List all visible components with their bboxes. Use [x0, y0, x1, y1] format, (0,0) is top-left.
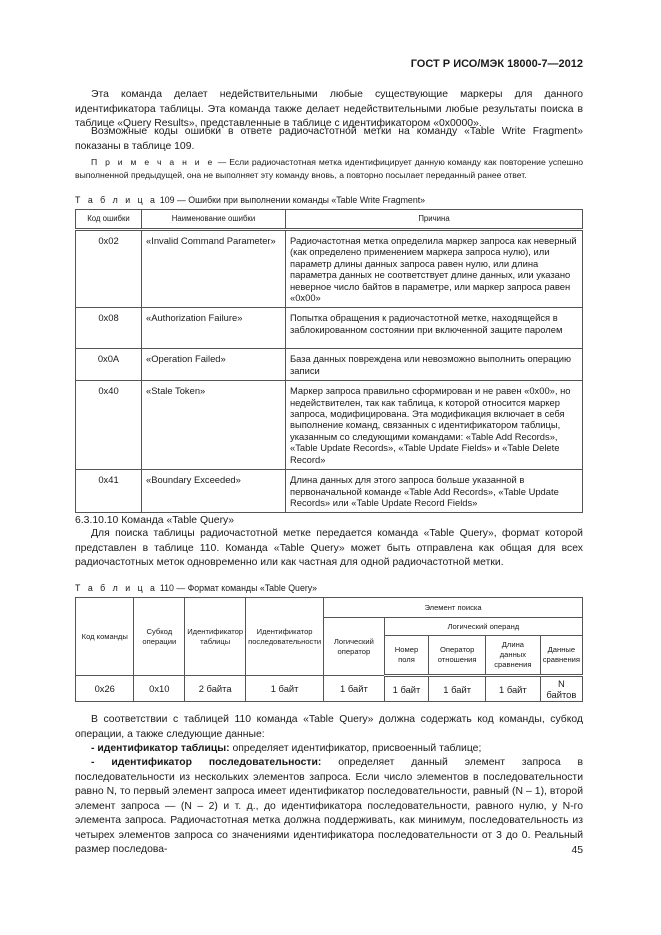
- error-name: «Operation Failed»: [142, 349, 286, 381]
- error-reason: Маркер запроса правильно сформирован и не равен «0x00», но недействителен, так как таблица, к которой относится маркер запроса, модифицирована. Эта модификация включает в себя выполнение команд, связанных с идентификатором таблицы, указанным со следующими командами: «Table Add Records», «Table Update Records», «Table Update Fields» и «Table Delete Record»: [286, 381, 583, 470]
- table-row: [76, 381, 583, 470]
- paragraph-2: Возможные коды ошибки в ответе радиочастотной метки на команду «Table Write Fragment» показаны в таблице 109.: [75, 126, 583, 152]
- cell-sequence-id: 1 байт: [246, 676, 324, 702]
- error-code: 0x08: [76, 308, 142, 349]
- error-name: «Authorization Failure»: [142, 308, 286, 349]
- error-code: 0x41: [76, 470, 142, 513]
- error-name: «Stale Token»: [142, 381, 286, 470]
- header-search-element: Элемент поиска: [324, 598, 583, 618]
- note-label: П р и м е ч а н и е: [91, 157, 215, 167]
- caption-label: Т а б л и ц а: [75, 195, 158, 205]
- error-codes-table: [75, 209, 583, 513]
- table-109-caption: [75, 195, 425, 205]
- table-row: [76, 308, 583, 349]
- caption-text: 109 — Ошибки при выполнении команды «Table Write Fragment»: [157, 195, 426, 205]
- cell-command-code: 0x26: [76, 676, 134, 702]
- definition: определяет данный элемент запроса в последовательности из нескольких элементов запроса. Если число элементов в последовательности равно N, то первый элемент запроса имеет идентификатор последовательности, равный (N – 1), второй элемент запроса — (N – 2) и т. д., до идентификатора последовательности, равного нулю, у N-го элемента запроса. Радиочастотная метка должна поддерживать, как минимум, последовательность из четырех элементов запроса со значениями идентификатора последовательности от 3 до 0. Реальный размер последова-: [75, 757, 584, 855]
- list-item-table-id: [75, 742, 583, 757]
- note-text: — Если радиочастотная метка идентифицирует данную команду как повторение успешно выполненной предыдущей, она не выполняет эту команду вновь, а повторно посылает переданный ранее ответ.: [75, 157, 583, 180]
- header-logical-operand: Логический операнд: [384, 618, 582, 636]
- error-name: «Invalid Command Parameter»: [142, 230, 286, 308]
- table-row: [76, 230, 583, 308]
- table-row: [76, 676, 583, 702]
- error-code: 0x0A: [76, 349, 142, 381]
- cell-relational-operator: 1 байт: [429, 676, 486, 702]
- header-error-code: Код ошибки: [76, 210, 142, 230]
- definition: определяет идентификатор, присвоенный таблице;: [229, 743, 482, 754]
- error-code: 0x02: [76, 230, 142, 308]
- header-relational-operator: Оператор отношения: [429, 636, 486, 676]
- cell-field-number: 1 байт: [384, 676, 429, 702]
- header-compare-data: Данные сравнения: [540, 636, 582, 676]
- paragraph-4: В соответствии с таблицей 110 команда «Table Query» должна содержать код команды, субкод операции, а также следующие данные:: [75, 714, 583, 740]
- term: - идентификатор последовательности:: [91, 757, 322, 768]
- document-header: ГОСТ Р ИСО/МЭК 18000-7—2012: [410, 58, 583, 70]
- error-reason: База данных повреждена или невозможно выполнить операцию записи: [286, 349, 583, 381]
- caption-label: Т а б л и ц а: [75, 583, 158, 593]
- error-code: 0x40: [76, 381, 142, 470]
- table-110-caption: [75, 583, 317, 593]
- note: [75, 156, 583, 181]
- error-reason: Радиочастотная метка определила маркер запроса как неверный (как определено применением маркера запроса нулю), или параметр длины данных запроса равен нулю, или длина параметра данных не соответствует длине данных, или указано неверное число байтов в параметре, или маркер запроса равен «0x00»: [286, 230, 583, 308]
- error-reason: Попытка обращения к радиочастотной метке, находящейся в заблокированном состоянии при включенной защите паролем: [286, 308, 583, 349]
- table-query-format-table: [75, 597, 583, 702]
- cell-logical-operator: 1 байт: [324, 676, 385, 702]
- section-title: 6.3.10.10 Команда «Table Query»: [75, 515, 235, 526]
- header-logical-operator: Логический оператор: [324, 618, 385, 676]
- list-item-sequence-id: [75, 756, 583, 858]
- cell-subcode: 0x10: [134, 676, 185, 702]
- header-compare-length: Длина данных сравнения: [485, 636, 540, 676]
- cell-table-id: 2 байта: [185, 676, 246, 702]
- header-error-name: Наименование ошибки: [142, 210, 286, 230]
- header-sequence-id: Идентификатор последовательности: [246, 598, 324, 676]
- header-field-number: Номер поля: [384, 636, 429, 676]
- cell-compare-length: 1 байт: [485, 676, 540, 702]
- header-reason: Причина: [286, 210, 583, 230]
- page-number: 45: [571, 845, 583, 856]
- error-name: «Boundary Exceeded»: [142, 470, 286, 513]
- paragraph-1: Эта команда делает недействительными любые существующие маркеры для данного идентификатора таблицы. Эта команда также делает недействительными любые результаты поиска в таблице «Query Results», представленные в таблице с идентификатором «0x0000».: [75, 89, 583, 129]
- table-row: [76, 470, 583, 513]
- caption-text: 110 — Формат команды «Table Query»: [157, 583, 318, 593]
- term: - идентификатор таблицы:: [91, 743, 230, 754]
- cell-compare-data: N байтов: [540, 676, 582, 702]
- paragraph-3: Для поиска таблицы радиочастотной метке передается команда «Table Query», формат которой представлен в таблице 110. Команда «Table Query» может быть отправлена как общая для всех радиочастотных меток одновременно или как частная для одной радиочастотной метки.: [75, 528, 583, 568]
- header-operation-subcode: Субкод операции: [134, 598, 185, 676]
- table-row: [76, 349, 583, 381]
- header-table-id: Идентификатор таблицы: [185, 598, 246, 676]
- header-command-code: Код команды: [76, 598, 134, 676]
- error-reason: Длина данных для этого запроса больше указанной в первоначальной команде «Table Add Records», «Table Update Records» или «Table Update Record Fields»: [286, 470, 583, 513]
